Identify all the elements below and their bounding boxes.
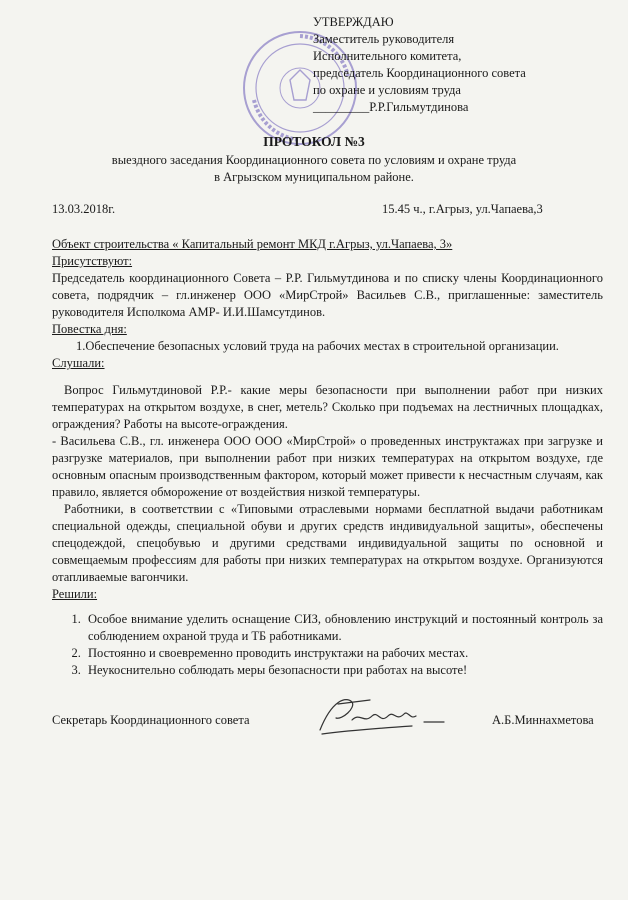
approval-line: председатель Координационного совета [313,66,526,80]
decision-item: 2. Постоянно и своевременно проводить инструктажи на рабочих местах. [84,645,603,662]
decided-label: Решили: [52,587,98,601]
subtitle-line-1: выездного заседания Координационного совета по условиям и охране труда [111,153,517,167]
signature-name: А.Б.Миннахметова [492,713,594,727]
decision-item: 1. Особое внимание уделить оснащение СИЗ, обновлению инструкций и постоянный контроль за соблюдением охраной труда и ТБ работниками. [84,611,603,645]
object-line: Объект строительства « Капитальный ремонт МКД г.Агрыз, ул.Чапаева, 3» [52,237,453,251]
present-label: Присутствуют: [52,254,133,268]
present-text: Председатель координационного Совета – Р.Р. Гильмутдинова и по списку члены Координационного совета, подрядчик – гл.инженер ООО «МирСтрой» Васильев С.В., приглашенные: заместитель руководителя Исполкома АМР- И.И.Шамсутдинов. [52,271,603,319]
signature-role: Секретарь Координационного совета [52,713,250,727]
subtitle-line-2: в Агрызском муниципальном районе. [214,170,414,184]
approval-line: Исполнительного комитета, [313,49,462,63]
heard-paragraph-1: Вопрос Гильмутдиновой Р.Р.- какие меры безопасности при выполнении работ при низких температурах на открытом воздухе, в снег, метель? Сколько при подъемах на лестничных площадках, ограждения? Работы на высоте-ограждения. [52,383,603,431]
heard-paragraph-2: - Васильева С.В., гл. инженера ООО ООО «МирСтрой» о проведенных инструктажах при загрузке и разгрузке материалов, при выполнении работ при низких температурах на открытом воздухе, где основным опасным производственным фактором, который может привести к несчастным случаям, как правило, является обморожение от воздействия низкой температуры. [52,434,603,499]
meeting-date: 13.03.2018г. [52,202,116,216]
heard-label: Слушали: [52,356,105,370]
handwritten-signature-icon [312,690,452,740]
meeting-place: 15.45 ч., г.Агрыз, ул.Чапаева,3 [382,202,543,216]
approval-block [313,14,526,116]
main-body [52,236,603,679]
decisions-list [52,611,603,679]
heard-paragraph-3: Работники, в соответствии с «Типовыми отраслевыми нормами бесплатной выдачи работникам специальной одежды, специальной обуви и других средств индивидуальной защиты», обеспечены спецодеждой, спецобувью и другими средствами индивидуальной защиты по основной и совмещаемым профессиям для работы при низких температурах на открытом воздухе. Организуются отапливаемые вагончики. [52,502,603,584]
approval-heading: УТВЕРЖДАЮ [313,15,394,29]
document-subtitle [0,152,628,186]
approval-line: по охране и условиям труда [313,83,461,97]
approval-signatory: _________Р.Р.Гильмутдинова [313,100,469,114]
document-title: ПРОТОКОЛ №3 [263,134,365,149]
decision-item: 3. Неукоснительно соблюдать меры безопасности при работах на высоте! [84,662,603,679]
agenda-label: Повестка дня: [52,322,127,336]
agenda-item: 1.Обеспечение безопасных условий труда на рабочих местах в строительной организации. [76,339,559,353]
approval-line: Заместитель руководителя [313,32,455,46]
